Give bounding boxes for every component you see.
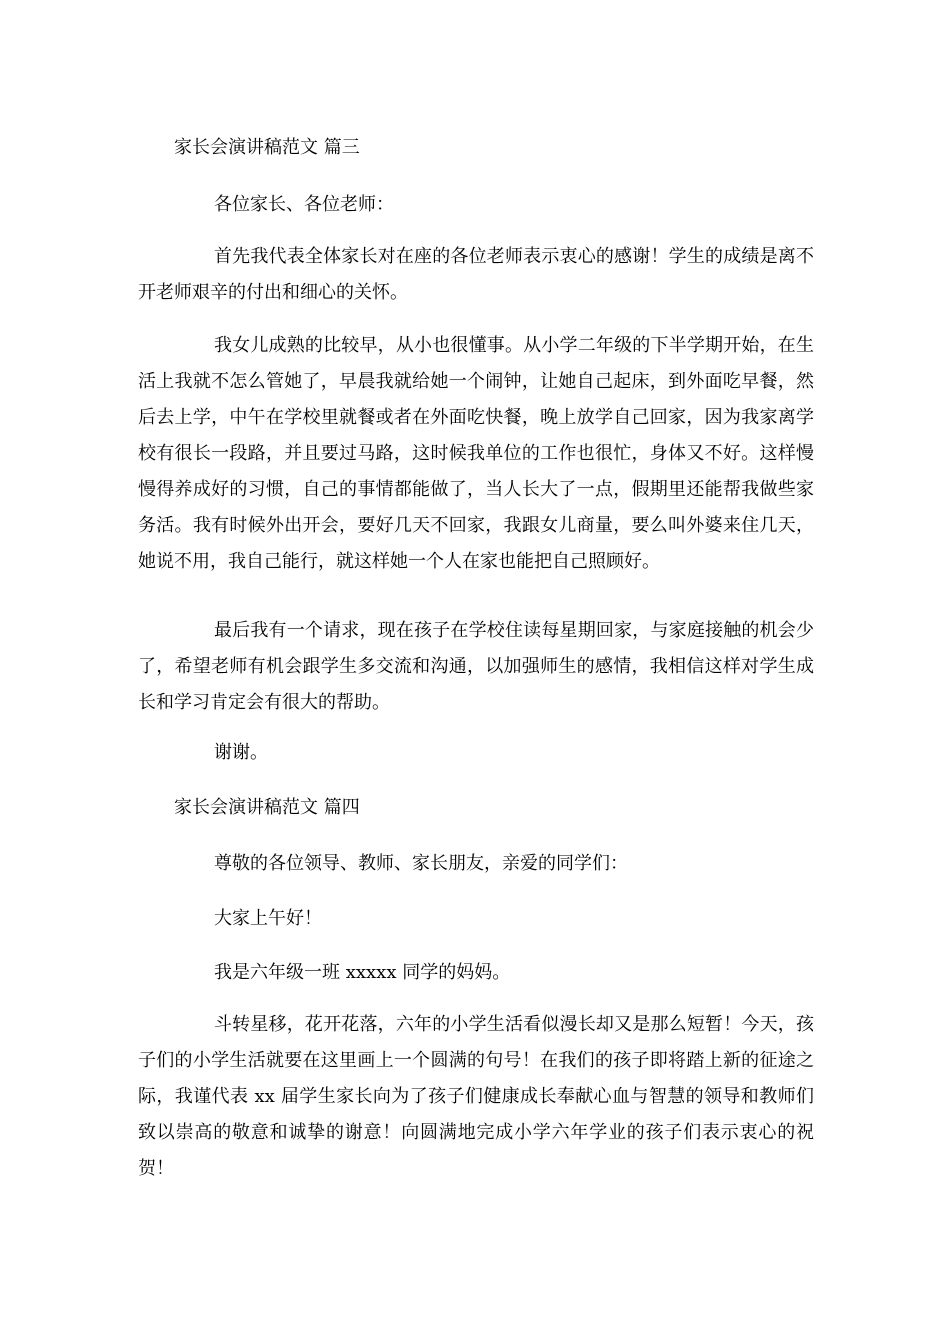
section-3-paragraph: 我女儿成熟的比较早，从小也很懂事。从小学二年级的下半学期开始，在生活上我就不怎么管她了，早晨我就给她一个闹钟，让她自己起床，到外面吃早餐，然后去上学，中午在学校里就餐或者在外面吃快餐，晚上放学自己回家，因为我家离学校有很长一段路，并且要过马路，这时候我单位的工作也很忙，身体又不好。这样慢慢得养成好的习惯，自己的事情都能做了，当人长大了一点，假期里还能帮我做些家务活。我有时候外出开会，要好几天不回家，我跟女儿商量，要么叫外婆来住几天，她说不用，我自己能行，就这样她一个人在家也能把自己照顾好。 [138, 335, 814, 572]
section-4-heading: 家长会演讲稿范文 篇四 [174, 797, 360, 818]
section-3-paragraph: 最后我有一个请求，现在孩子在学校住读每星期回家，与家庭接触的机会少了，希望老师有机会跟学生多交流和沟通，以加强师生的感情，我相信这样对学生成长和学习肯定会有很大的帮助。 [138, 620, 814, 713]
section-3-greeting: 各位家长、各位老师： [214, 194, 394, 215]
section-4-greeting: 尊敬的各位领导、教师、家长朋友，亲爱的同学们： [214, 853, 628, 874]
section-3-heading: 家长会演讲稿范文 篇三 [174, 137, 360, 158]
section-4-intro: 我是六年级一班 xxxxx 同学的妈妈。 [214, 962, 511, 983]
section-3-paragraph: 首先我代表全体家长对在座的各位老师表示衷心的感谢！学生的成绩是离不开老师艰辛的付出和细心的关怀。 [138, 246, 814, 303]
section-4-paragraph: 斗转星移，花开花落，六年的小学生活看似漫长却又是那么短暂！今天，孩子们的小学生活就要在这里画上一个圆满的句号！在我们的孩子即将踏上新的征途之际，我谨代表 xx 届学生家长向为了孩子们健康成长奉献心血与智慧的领导和教师们致以崇高的敬意和诚挚的谢意！向圆满地完成小学六年学业的孩子们表示衷心的祝贺！ [138, 1014, 814, 1179]
section-3-closing: 谢谢。 [214, 742, 268, 763]
section-4-salutation: 大家上午好！ [214, 908, 322, 929]
